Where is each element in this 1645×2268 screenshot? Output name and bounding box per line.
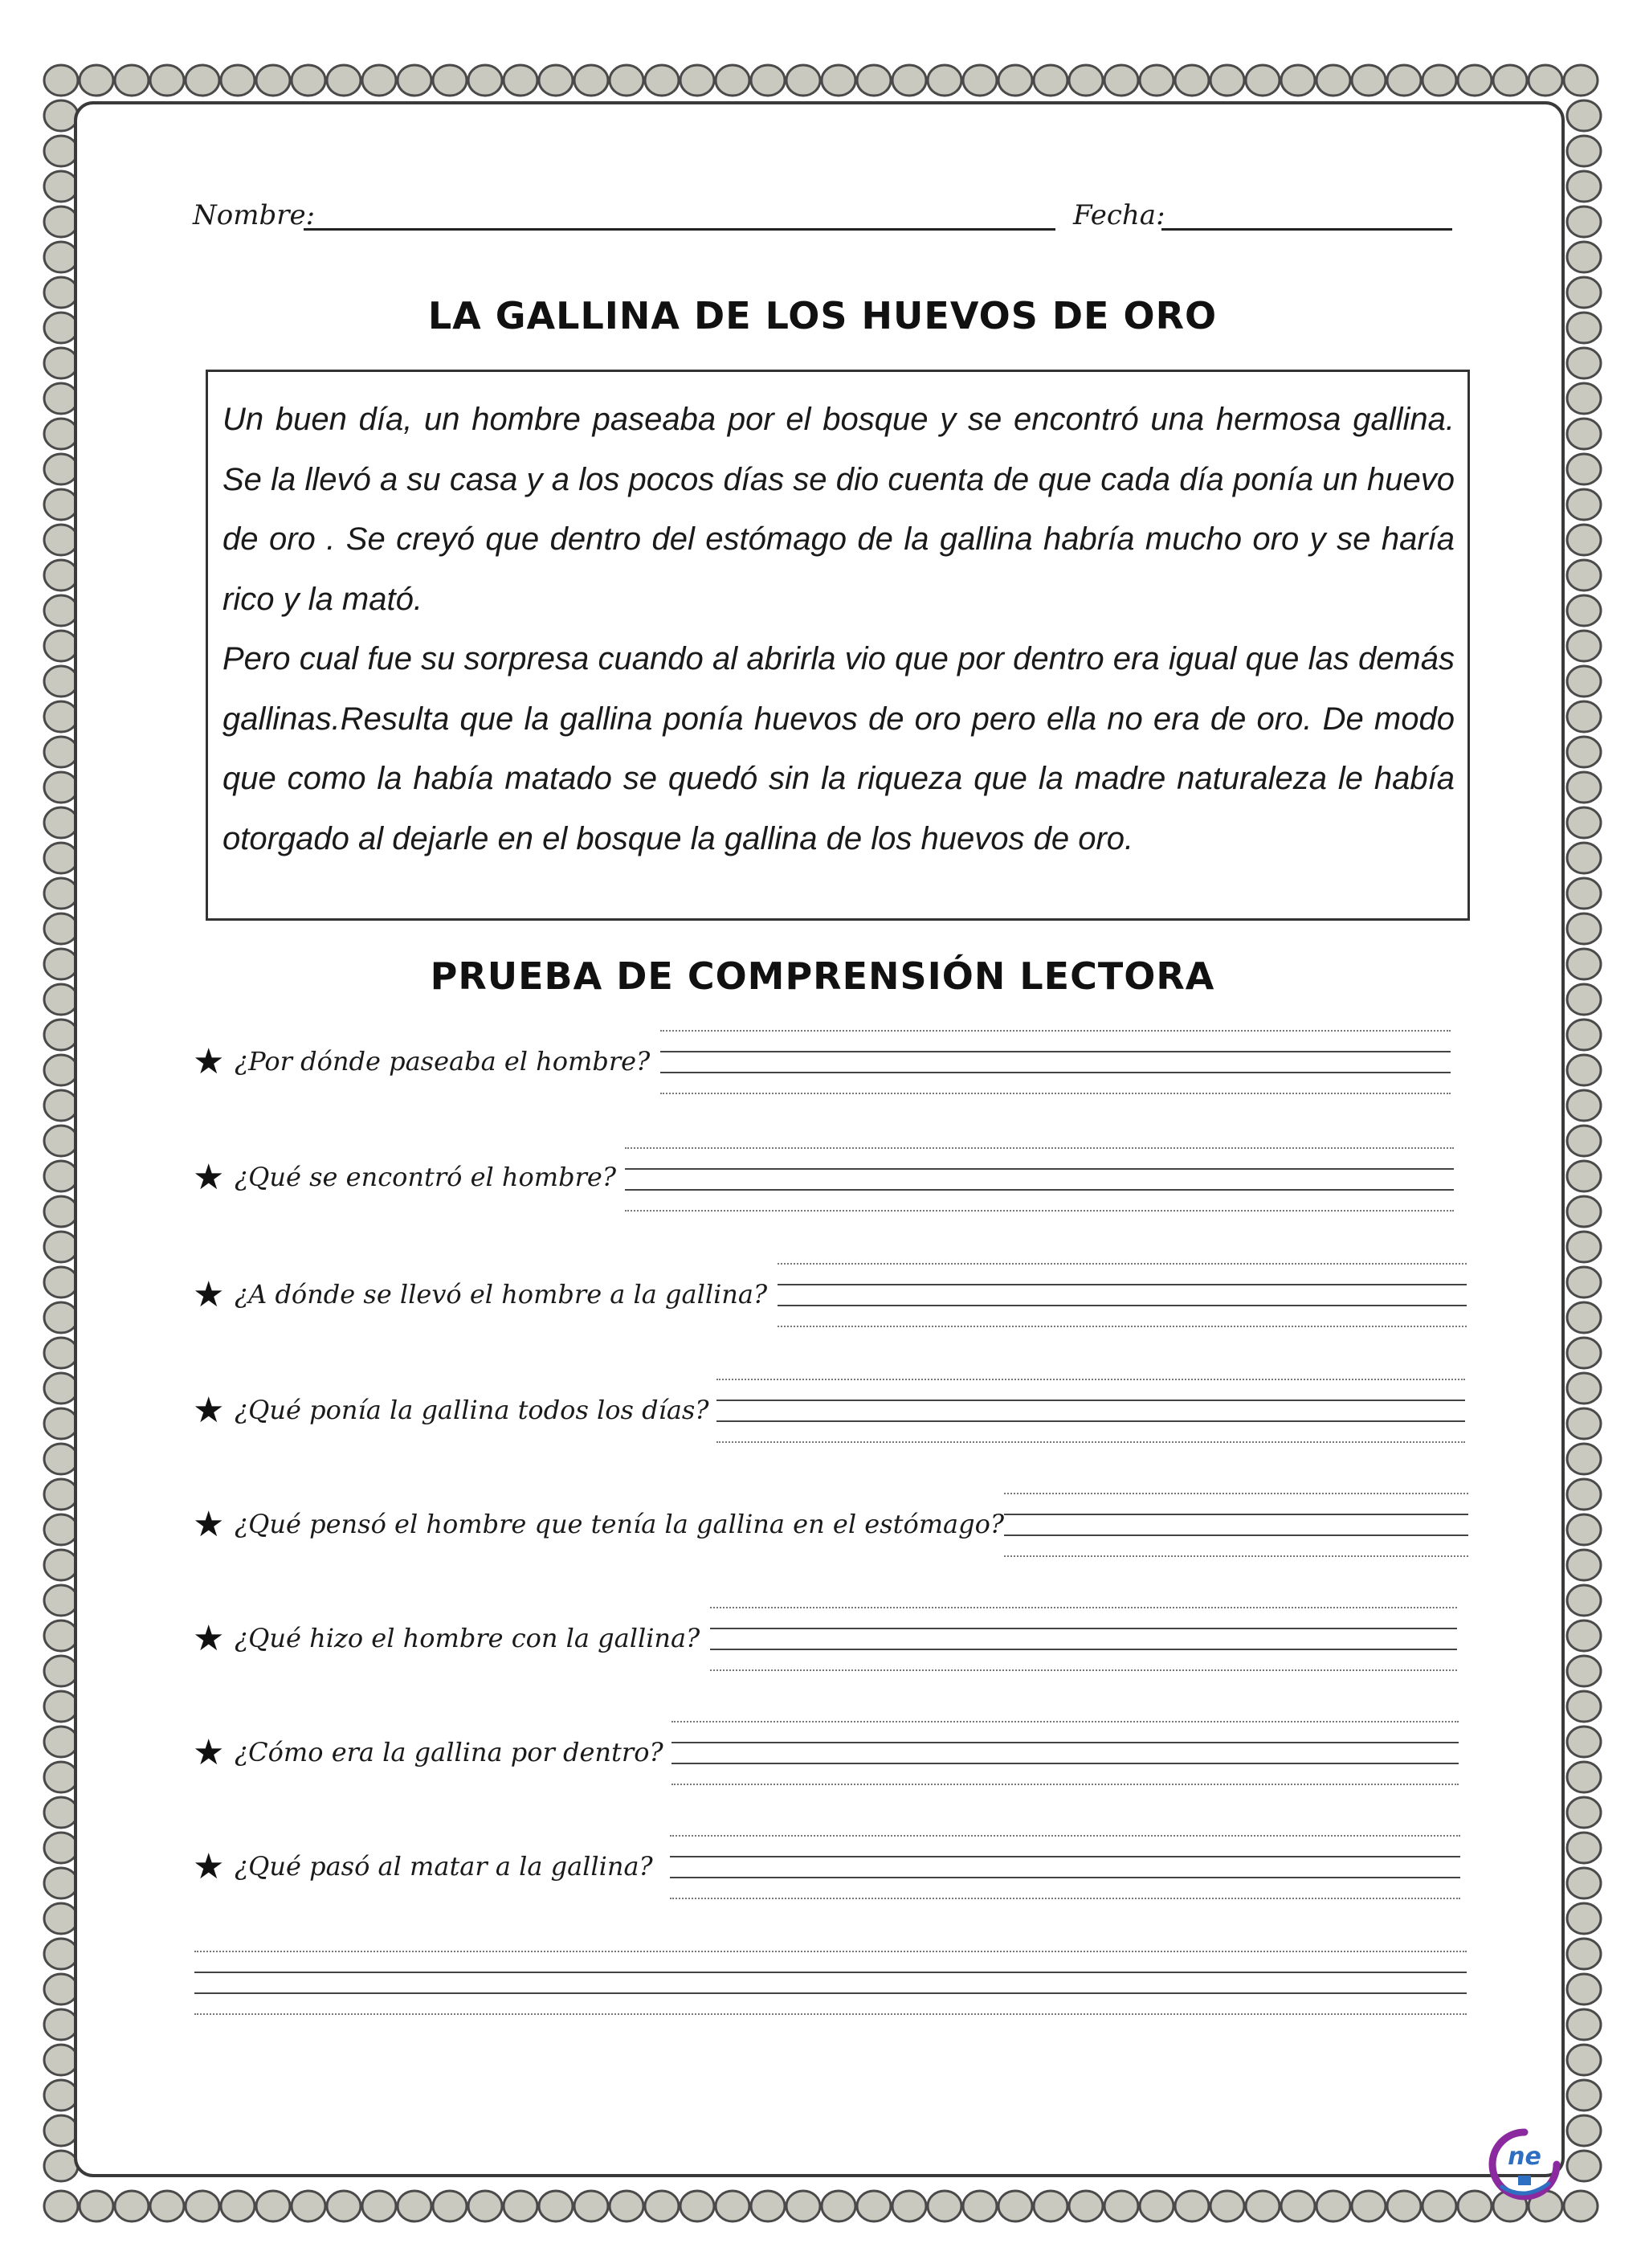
border-circle: [1493, 65, 1527, 96]
border-circle: [1567, 419, 1601, 449]
border-circle: [44, 65, 78, 96]
border-circle: [44, 2115, 78, 2146]
border-circle: [574, 65, 608, 96]
border-circle: [1567, 1903, 1601, 1934]
question-text: ¿A dónde se llevó el hombre a la gallina?: [235, 1279, 768, 1310]
answer-lines[interactable]: [670, 1835, 1460, 1902]
border-circle: [44, 1514, 78, 1545]
border-circle: [44, 1797, 78, 1828]
border-circle: [186, 65, 219, 96]
border-circle: [44, 1903, 78, 1934]
star-icon: ★: [193, 1041, 225, 1082]
border-circle: [44, 1090, 78, 1121]
border-circle: [1564, 65, 1598, 96]
border-circle: [928, 2191, 961, 2221]
border-circle: [1567, 454, 1601, 484]
border-circle: [44, 1338, 78, 1368]
story-paragraph-1: Un buen día, un hombre paseaba por el bosque y se encontró una hermosa gallina. Se la llevó a su casa y a los pocos días se dio cuenta de que cada día ponía un huevo de oro . Se creyó que dentro del estómago de la gallina habría mucho oro y se haría rico y la mató.: [222, 402, 1455, 617]
border-circle: [1567, 1196, 1601, 1227]
border-circle: [256, 65, 290, 96]
border-circle: [44, 136, 78, 166]
date-label: Fecha:: [1073, 199, 1165, 231]
border-circle: [1567, 2115, 1601, 2146]
border-circle: [292, 65, 325, 96]
border-circle: [1567, 1020, 1601, 1050]
question-text: ¿Por dónde paseaba el hombre?: [235, 1046, 651, 1077]
logo-text: ne: [1508, 2143, 1541, 2171]
border-circle: [362, 2191, 396, 2221]
border-circle: [1567, 348, 1601, 378]
border-circle: [1246, 2191, 1280, 2221]
border-circle: [1567, 100, 1601, 131]
border-circle: [1567, 666, 1601, 697]
border-circle: [680, 2191, 714, 2221]
border-circle: [1069, 65, 1103, 96]
border-circle: [1567, 1620, 1601, 1651]
border-circle: [44, 772, 78, 803]
border-circle: [44, 1762, 78, 1792]
border-circle: [504, 65, 537, 96]
border-circle: [327, 65, 361, 96]
border-circle: [1567, 1444, 1601, 1474]
border-circle: [1387, 2191, 1421, 2221]
border-circle: [468, 2191, 502, 2221]
star-icon: ★: [193, 1846, 225, 1887]
star-icon: ★: [193, 1504, 225, 1545]
border-circle: [44, 1232, 78, 1262]
answer-lines[interactable]: [625, 1147, 1454, 1215]
border-circle: [44, 2151, 78, 2181]
border-circle: [468, 65, 502, 96]
border-circle: [44, 1833, 78, 1863]
border-circle: [963, 2191, 997, 2221]
name-field-line[interactable]: [304, 228, 1055, 231]
border-circle: [44, 737, 78, 767]
border-circle: [1567, 489, 1601, 520]
answer-lines[interactable]: [716, 1379, 1465, 1446]
border-circle: [1567, 2151, 1601, 2181]
border-circle: [398, 65, 431, 96]
border-circle: [1423, 2191, 1456, 2221]
border-circle: [857, 2191, 891, 2221]
border-circle: [539, 65, 573, 96]
border-circle: [1246, 65, 1280, 96]
border-circle: [433, 65, 467, 96]
border-circle: [44, 1620, 78, 1651]
question-text: ¿Cómo era la gallina por dentro?: [235, 1737, 663, 1767]
border-circle: [1567, 1939, 1601, 1969]
answer-lines[interactable]: [710, 1607, 1457, 1674]
story-text-box: [206, 370, 1470, 921]
border-circle: [1567, 2045, 1601, 2075]
border-circle: [80, 65, 113, 96]
border-circle: [44, 666, 78, 697]
border-circle: [44, 1656, 78, 1686]
border-circle: [1210, 2191, 1244, 2221]
border-circle: [857, 65, 891, 96]
border-circle: [44, 843, 78, 873]
border-circle: [44, 2191, 78, 2221]
border-circle: [504, 2191, 537, 2221]
border-circle: [44, 1126, 78, 1156]
story-title: LA GALLINA DE LOS HUEVOS DE ORO: [427, 294, 1218, 337]
border-circle: [822, 2191, 855, 2221]
border-circle: [1567, 136, 1601, 166]
border-circle: [822, 65, 855, 96]
border-circle: [44, 2009, 78, 2040]
border-circle: [1175, 65, 1209, 96]
border-circle: [1140, 65, 1174, 96]
border-circle: [1034, 65, 1067, 96]
border-circle: [1567, 807, 1601, 838]
border-circle: [786, 2191, 820, 2221]
border-circle: [292, 2191, 325, 2221]
border-circle: [44, 1939, 78, 1969]
border-circle: [1034, 2191, 1067, 2221]
border-circle: [1104, 2191, 1138, 2221]
border-circle: [1567, 1691, 1601, 1722]
border-circle: [1567, 383, 1601, 414]
border-circle: [1567, 171, 1601, 202]
border-circle: [1352, 65, 1386, 96]
border-circle: [1567, 1727, 1601, 1757]
border-circle: [44, 454, 78, 484]
border-circle: [44, 1020, 78, 1050]
answer-lines[interactable]: [778, 1263, 1467, 1330]
border-circle: [44, 206, 78, 237]
border-circle: [928, 65, 961, 96]
border-circle: [1567, 1408, 1601, 1439]
border-circle: [186, 2191, 219, 2221]
border-circle: [574, 2191, 608, 2221]
border-circle: [44, 171, 78, 202]
border-circle: [1567, 1302, 1601, 1333]
name-label: Nombre:: [193, 199, 316, 231]
border-circle: [1316, 2191, 1350, 2221]
border-circle: [751, 65, 785, 96]
border-circle: [1567, 1797, 1601, 1828]
border-circle: [44, 807, 78, 838]
border-circle: [1567, 1090, 1601, 1121]
border-circle: [1567, 1267, 1601, 1297]
border-circle: [1567, 2009, 1601, 2040]
border-circle: [44, 2080, 78, 2111]
border-circle: [1567, 1585, 1601, 1616]
border-circle: [1567, 1126, 1601, 1156]
border-circle: [80, 2191, 113, 2221]
border-circle: [150, 2191, 184, 2221]
border-circle: [44, 1408, 78, 1439]
border-circle: [44, 701, 78, 732]
border-circle: [892, 2191, 926, 2221]
border-circle: [44, 1373, 78, 1404]
border-circle: [1567, 701, 1601, 732]
border-circle: [1316, 65, 1350, 96]
border-circle: [1564, 2191, 1598, 2221]
border-circle: [44, 1868, 78, 1898]
question-text: ¿Qué pensó el hombre que tenía la gallina en el estómago?: [235, 1509, 1005, 1539]
border-circle: [1567, 843, 1601, 873]
border-circle: [44, 560, 78, 590]
extra-answer-lines[interactable]: [194, 1951, 1467, 2018]
border-circle: [1567, 772, 1601, 803]
border-circle: [998, 2191, 1032, 2221]
border-circle: [44, 595, 78, 626]
border-circle: [1567, 631, 1601, 661]
star-icon: ★: [193, 1274, 225, 1315]
border-circle: [645, 2191, 679, 2221]
border-circle: [44, 1161, 78, 1191]
publisher-logo: [1484, 2124, 1565, 2205]
border-circle: [44, 489, 78, 520]
border-circle: [751, 2191, 785, 2221]
question-text: ¿Qué se encontró el hombre?: [235, 1162, 617, 1192]
border-circle: [963, 65, 997, 96]
border-circle: [610, 65, 643, 96]
border-circle: [1567, 206, 1601, 237]
border-circle: [1567, 1338, 1601, 1368]
border-circle: [44, 1055, 78, 1085]
border-circle: [1567, 1514, 1601, 1545]
star-icon: ★: [193, 1157, 225, 1198]
border-circle: [1352, 2191, 1386, 2221]
border-circle: [44, 1267, 78, 1297]
border-circle: [44, 1302, 78, 1333]
border-circle: [539, 2191, 573, 2221]
border-circle: [1423, 65, 1456, 96]
border-circle: [786, 65, 820, 96]
border-circle: [1567, 560, 1601, 590]
border-circle: [680, 65, 714, 96]
border-circle: [1458, 65, 1492, 96]
question-text: ¿Qué hizo el hombre con la gallina?: [235, 1623, 700, 1653]
border-circle: [1567, 1479, 1601, 1510]
border-circle: [44, 242, 78, 272]
border-circle: [1210, 65, 1244, 96]
border-circle: [1567, 1656, 1601, 1686]
border-circle: [44, 348, 78, 378]
border-circle: [998, 65, 1032, 96]
border-circle: [44, 1550, 78, 1580]
border-circle: [1140, 2191, 1174, 2221]
border-circle: [44, 2045, 78, 2075]
border-circle: [115, 65, 149, 96]
border-circle: [398, 2191, 431, 2221]
answer-lines[interactable]: [671, 1721, 1459, 1788]
comprehension-test-title: PRUEBA DE COMPRENSIÓN LECTORA: [430, 954, 1215, 998]
border-circle: [610, 2191, 643, 2221]
question-text: ¿Qué pasó al matar a la gallina?: [235, 1851, 653, 1882]
border-circle: [1567, 1232, 1601, 1262]
answer-lines[interactable]: [1004, 1493, 1468, 1560]
border-circle: [1567, 1373, 1601, 1404]
border-circle: [44, 1585, 78, 1616]
border-circle: [645, 65, 679, 96]
border-circle: [1281, 2191, 1315, 2221]
question-text: ¿Qué ponía la gallina todos los días?: [235, 1395, 709, 1425]
border-circle: [115, 2191, 149, 2221]
border-circle: [221, 65, 255, 96]
answer-lines[interactable]: [660, 1030, 1451, 1097]
border-circle: [362, 65, 396, 96]
border-circle: [44, 878, 78, 909]
border-circle: [433, 2191, 467, 2221]
border-circle: [1567, 1762, 1601, 1792]
border-circle: [1567, 525, 1601, 555]
border-circle: [1567, 242, 1601, 272]
story-paragraph-2: Pero cual fue su sorpresa cuando al abrirla vio que por dentro era igual que las demás gallinas.Resulta que la gallina ponía huevos de oro pero ella no era de oro. De modo que como la había matado se quedó sin la riqueza que la madre naturaleza le había otorgado al dejarle en el bosque la gallina de los huevos de oro.: [222, 641, 1455, 856]
border-circle: [1567, 737, 1601, 767]
border-circle: [1175, 2191, 1209, 2221]
star-icon: ★: [193, 1732, 225, 1773]
border-circle: [892, 65, 926, 96]
border-circle: [44, 1479, 78, 1510]
date-field-line[interactable]: [1161, 228, 1452, 231]
border-circle: [1567, 1161, 1601, 1191]
border-circle: [1387, 65, 1421, 96]
border-circle: [256, 2191, 290, 2221]
border-circle: [44, 1974, 78, 2004]
border-circle: [1567, 1974, 1601, 2004]
star-icon: ★: [193, 1390, 225, 1431]
border-circle: [1567, 1833, 1601, 1863]
border-circle: [716, 2191, 749, 2221]
border-circle: [44, 100, 78, 131]
border-circle: [150, 65, 184, 96]
border-circle: [1567, 1550, 1601, 1580]
border-circle: [1567, 913, 1601, 944]
border-circle: [1567, 595, 1601, 626]
border-circle: [1104, 65, 1138, 96]
border-circle: [1281, 65, 1315, 96]
border-circle: [1567, 1055, 1601, 1085]
border-circle: [1567, 2080, 1601, 2111]
border-circle: [1567, 878, 1601, 909]
star-icon: ★: [193, 1618, 225, 1659]
border-circle: [44, 1196, 78, 1227]
border-circle: [44, 1691, 78, 1722]
border-circle: [44, 383, 78, 414]
border-circle: [327, 2191, 361, 2221]
border-circle: [221, 2191, 255, 2221]
border-circle: [44, 631, 78, 661]
border-circle: [1529, 65, 1562, 96]
border-circle: [44, 1727, 78, 1757]
border-circle: [44, 419, 78, 449]
border-circle: [1069, 2191, 1103, 2221]
border-circle: [44, 525, 78, 555]
border-circle: [44, 913, 78, 944]
border-circle: [44, 1444, 78, 1474]
border-circle: [716, 65, 749, 96]
border-circle: [1567, 1868, 1601, 1898]
